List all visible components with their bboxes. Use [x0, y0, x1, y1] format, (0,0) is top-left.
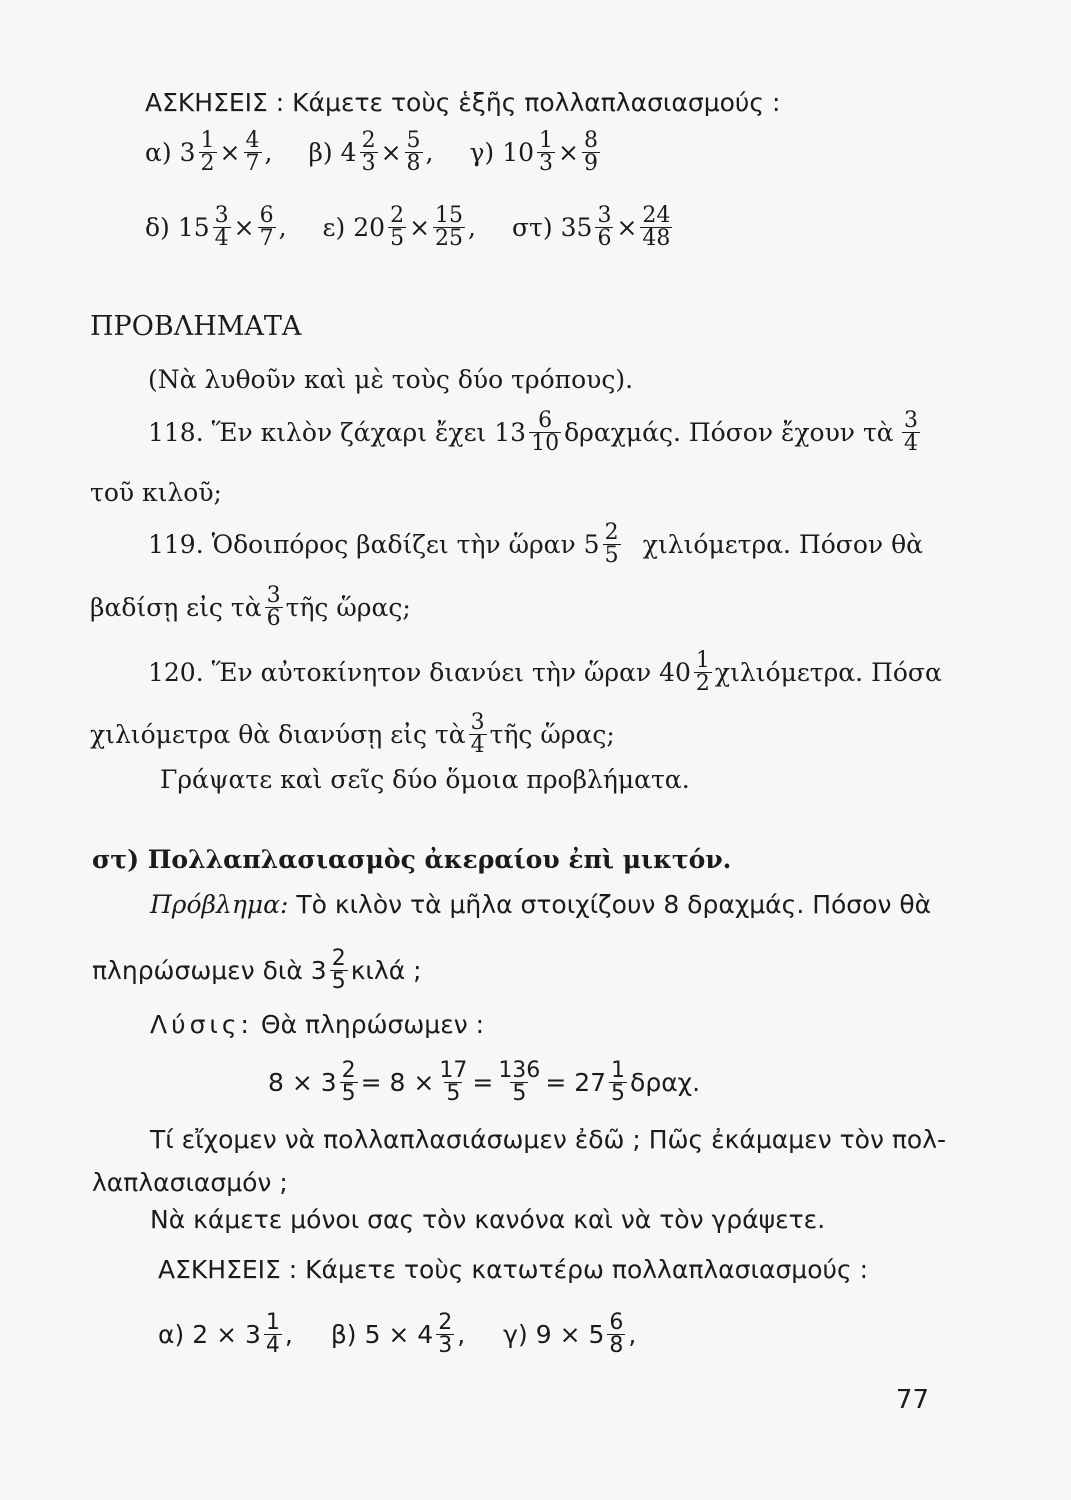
comma: ,: [425, 137, 434, 167]
problem-119-text-b: χιλιόμετρα. Πόσον θὰ: [642, 529, 923, 559]
fraction: $\frac{15}{25}$: [435, 203, 464, 251]
exercise-label: δ): [145, 212, 170, 242]
exercise-item: [323, 205, 476, 250]
exercise-row-1: [145, 130, 603, 175]
problem-120-text-d: τῆς ὥρας;: [489, 719, 615, 749]
fraction: $\frac{3}{6}$: [266, 583, 281, 631]
comma: ,: [278, 212, 287, 242]
problem-text-2: πληρώσωμεν διὰ 3: [92, 955, 327, 985]
exercise-label: α): [158, 1319, 185, 1349]
fraction: $\frac{24}{48}$: [642, 203, 671, 251]
problem-120-line-2: [90, 712, 615, 757]
problem-text-3: κιλά ;: [350, 955, 422, 985]
eq-part: δραχ.: [630, 1067, 701, 1097]
exercise-item: [145, 205, 287, 250]
exercise-product: 9 × 5: [535, 1319, 605, 1349]
problem-119-line-2: [90, 585, 411, 630]
fraction: $\frac{3}{4}$: [470, 710, 485, 758]
problem-119: [148, 522, 923, 567]
exercise-label: γ): [469, 137, 495, 167]
fraction: $\frac{1}{4}$: [265, 1310, 280, 1358]
comma: ,: [457, 1319, 466, 1349]
eq-part: = 27: [545, 1067, 607, 1097]
fraction: $\frac{2}{3}$: [361, 128, 376, 176]
solution: [150, 1010, 484, 1040]
exercise-item: [469, 130, 602, 175]
exercise-item: [145, 130, 272, 175]
comma: ,: [468, 212, 476, 242]
times-sign: ×: [380, 137, 402, 167]
example-problem: [150, 890, 931, 920]
fraction: $\frac{6}{10}$: [531, 408, 560, 456]
fraction: $\frac{2}{5}$: [331, 946, 346, 994]
section-heading: στ) Πολλαπλασιασμὸς ἀκεραίου ἐπὶ μικτόν.: [92, 845, 732, 874]
page-number: 77: [895, 1385, 929, 1415]
problem-120-text-c: χιλιόμετρα θὰ διανύσῃ εἰς τὰ: [90, 719, 466, 749]
question-2: λαπλασιασμόν ;: [92, 1168, 288, 1197]
exercise-label: στ): [511, 212, 553, 242]
times-sign: ×: [616, 212, 638, 242]
problem-118-end: τοῦ κιλοῦ;: [90, 478, 222, 507]
exercises-2-row: [158, 1312, 674, 1357]
fraction: $\frac{1}{2}$: [200, 128, 215, 176]
exercise-label: γ): [503, 1319, 528, 1349]
fraction: $\frac{8}{9}$: [583, 128, 598, 176]
exercise-label: β): [330, 1319, 357, 1349]
fraction: $\frac{5}{8}$: [406, 128, 421, 176]
question-3: Νὰ κάμετε μόνοι σας τὸν κανόνα καὶ νὰ τὸν γράψετε.: [150, 1205, 826, 1234]
times-sign: ×: [558, 137, 579, 167]
exercise-label: ε): [322, 212, 346, 242]
fraction: $\frac{2}{5}$: [604, 520, 619, 568]
fraction: $\frac{6}{8}$: [609, 1310, 624, 1358]
exercise-whole: 35: [560, 212, 593, 242]
exercise-whole: 4: [340, 137, 357, 167]
problem-120: [148, 648, 942, 696]
exercise-row-2: [145, 205, 675, 250]
times-sign: ×: [233, 212, 255, 242]
eq-part: =: [472, 1067, 494, 1097]
exercise-label: α): [145, 137, 172, 167]
times-sign: ×: [409, 212, 431, 242]
example-problem-line-2: [92, 948, 422, 993]
exercise-label: β): [308, 137, 333, 167]
comma: ,: [628, 1319, 637, 1349]
problem-118-text-a: 118. Ἕν κιλὸν ζάχαρι ἔχει 13: [148, 417, 527, 447]
exercises-title: ΑΣΚΗΣΕΙΣ : Κάμετε τοὺς ἑξῆς πολλαπλασιασμούς :: [145, 88, 781, 117]
exercise-item: [331, 1312, 465, 1357]
question-1: Τί εἴχομεν νὰ πολλαπλασιάσωμεν ἐδῶ ; Πῶς ἐκάμαμεν τὸν πολ-: [150, 1125, 947, 1154]
solution-text: Θὰ πληρώσωμεν :: [260, 1010, 485, 1039]
fraction: $\frac{17}{5}$: [439, 1058, 468, 1106]
problem-119-text-a: 119. Ὁδοιπόρος βαδίζει τὴν ὥραν 5: [148, 529, 600, 559]
exercise-product: 5 × 4: [364, 1319, 434, 1349]
exercise-item: [512, 205, 675, 250]
fraction: $\frac{4}{7}$: [245, 128, 260, 176]
problems-heading: ΠΡΟΒΛΗΜΑΤΑ: [90, 311, 302, 342]
problem-119-text-d: τῆς ὥρας;: [285, 592, 411, 622]
problem-118: [148, 410, 923, 455]
fraction: $\frac{2}{3}$: [438, 1310, 453, 1358]
fraction: $\frac{6}{7}$: [259, 203, 274, 251]
exercise-whole: 3: [179, 137, 196, 167]
fraction: $\frac{2}{5}$: [341, 1058, 356, 1106]
problem-label: Πρόβλημα:: [150, 890, 289, 919]
times-sign: ×: [219, 137, 241, 167]
problem-119-text-c: βαδίσῃ εἰς τὰ: [90, 592, 262, 622]
eq-part: 8 × 3: [268, 1067, 337, 1097]
problem-120-text-b: χιλιόμετρα. Πόσα: [714, 657, 942, 687]
problems-note: (Νὰ λυθοῦν καὶ μὲ τοὺς δύο τρόπους).: [148, 365, 634, 394]
eq-part: = 8 ×: [360, 1067, 435, 1097]
write-problems: Γράψατε καὶ σεῖς δύο ὅμοια προβλήματα.: [160, 765, 690, 794]
fraction: $\frac{1}{5}$: [611, 1058, 626, 1106]
fraction: $\frac{3}{6}$: [597, 203, 612, 251]
fraction: $\frac{2}{5}$: [390, 203, 405, 251]
problem-text: Τὸ κιλὸν τὰ μῆλα στοιχίζουν 8 δραχμάς. Πόσον θὰ: [296, 890, 932, 919]
fraction: $\frac{1}{3}$: [539, 128, 553, 176]
exercise-item: [308, 130, 433, 175]
comma: ,: [284, 1319, 293, 1349]
solution-label: Λύσις:: [150, 1010, 253, 1039]
exercise-whole: 15: [177, 212, 210, 242]
problem-120-text-a: 120. Ἕν αὐτοκίνητον διανύει τὴν ὥραν 40: [148, 657, 691, 687]
fraction: $\frac{1}{2}$: [695, 648, 710, 696]
problem-118-text-b: δραχμάς. Πόσον ἔχουν τὰ: [564, 417, 894, 447]
fraction: $\frac{3}{4}$: [214, 203, 229, 251]
comma: ,: [264, 137, 273, 167]
exercise-product: 2 × 3: [192, 1319, 261, 1349]
exercise-item: [503, 1312, 636, 1357]
exercise-whole: 20: [353, 212, 386, 242]
solution-equation: [268, 1060, 700, 1105]
exercise-item: [158, 1312, 293, 1357]
fraction: $\frac{3}{4}$: [904, 408, 918, 456]
exercise-whole: 10: [502, 137, 534, 167]
fraction: $\frac{136}{5}$: [498, 1058, 541, 1106]
exercises-2-title: ΑΣΚΗΣΕΙΣ : Κάμετε τοὺς κατωτέρω πολλαπλασιασμούς :: [158, 1255, 868, 1284]
